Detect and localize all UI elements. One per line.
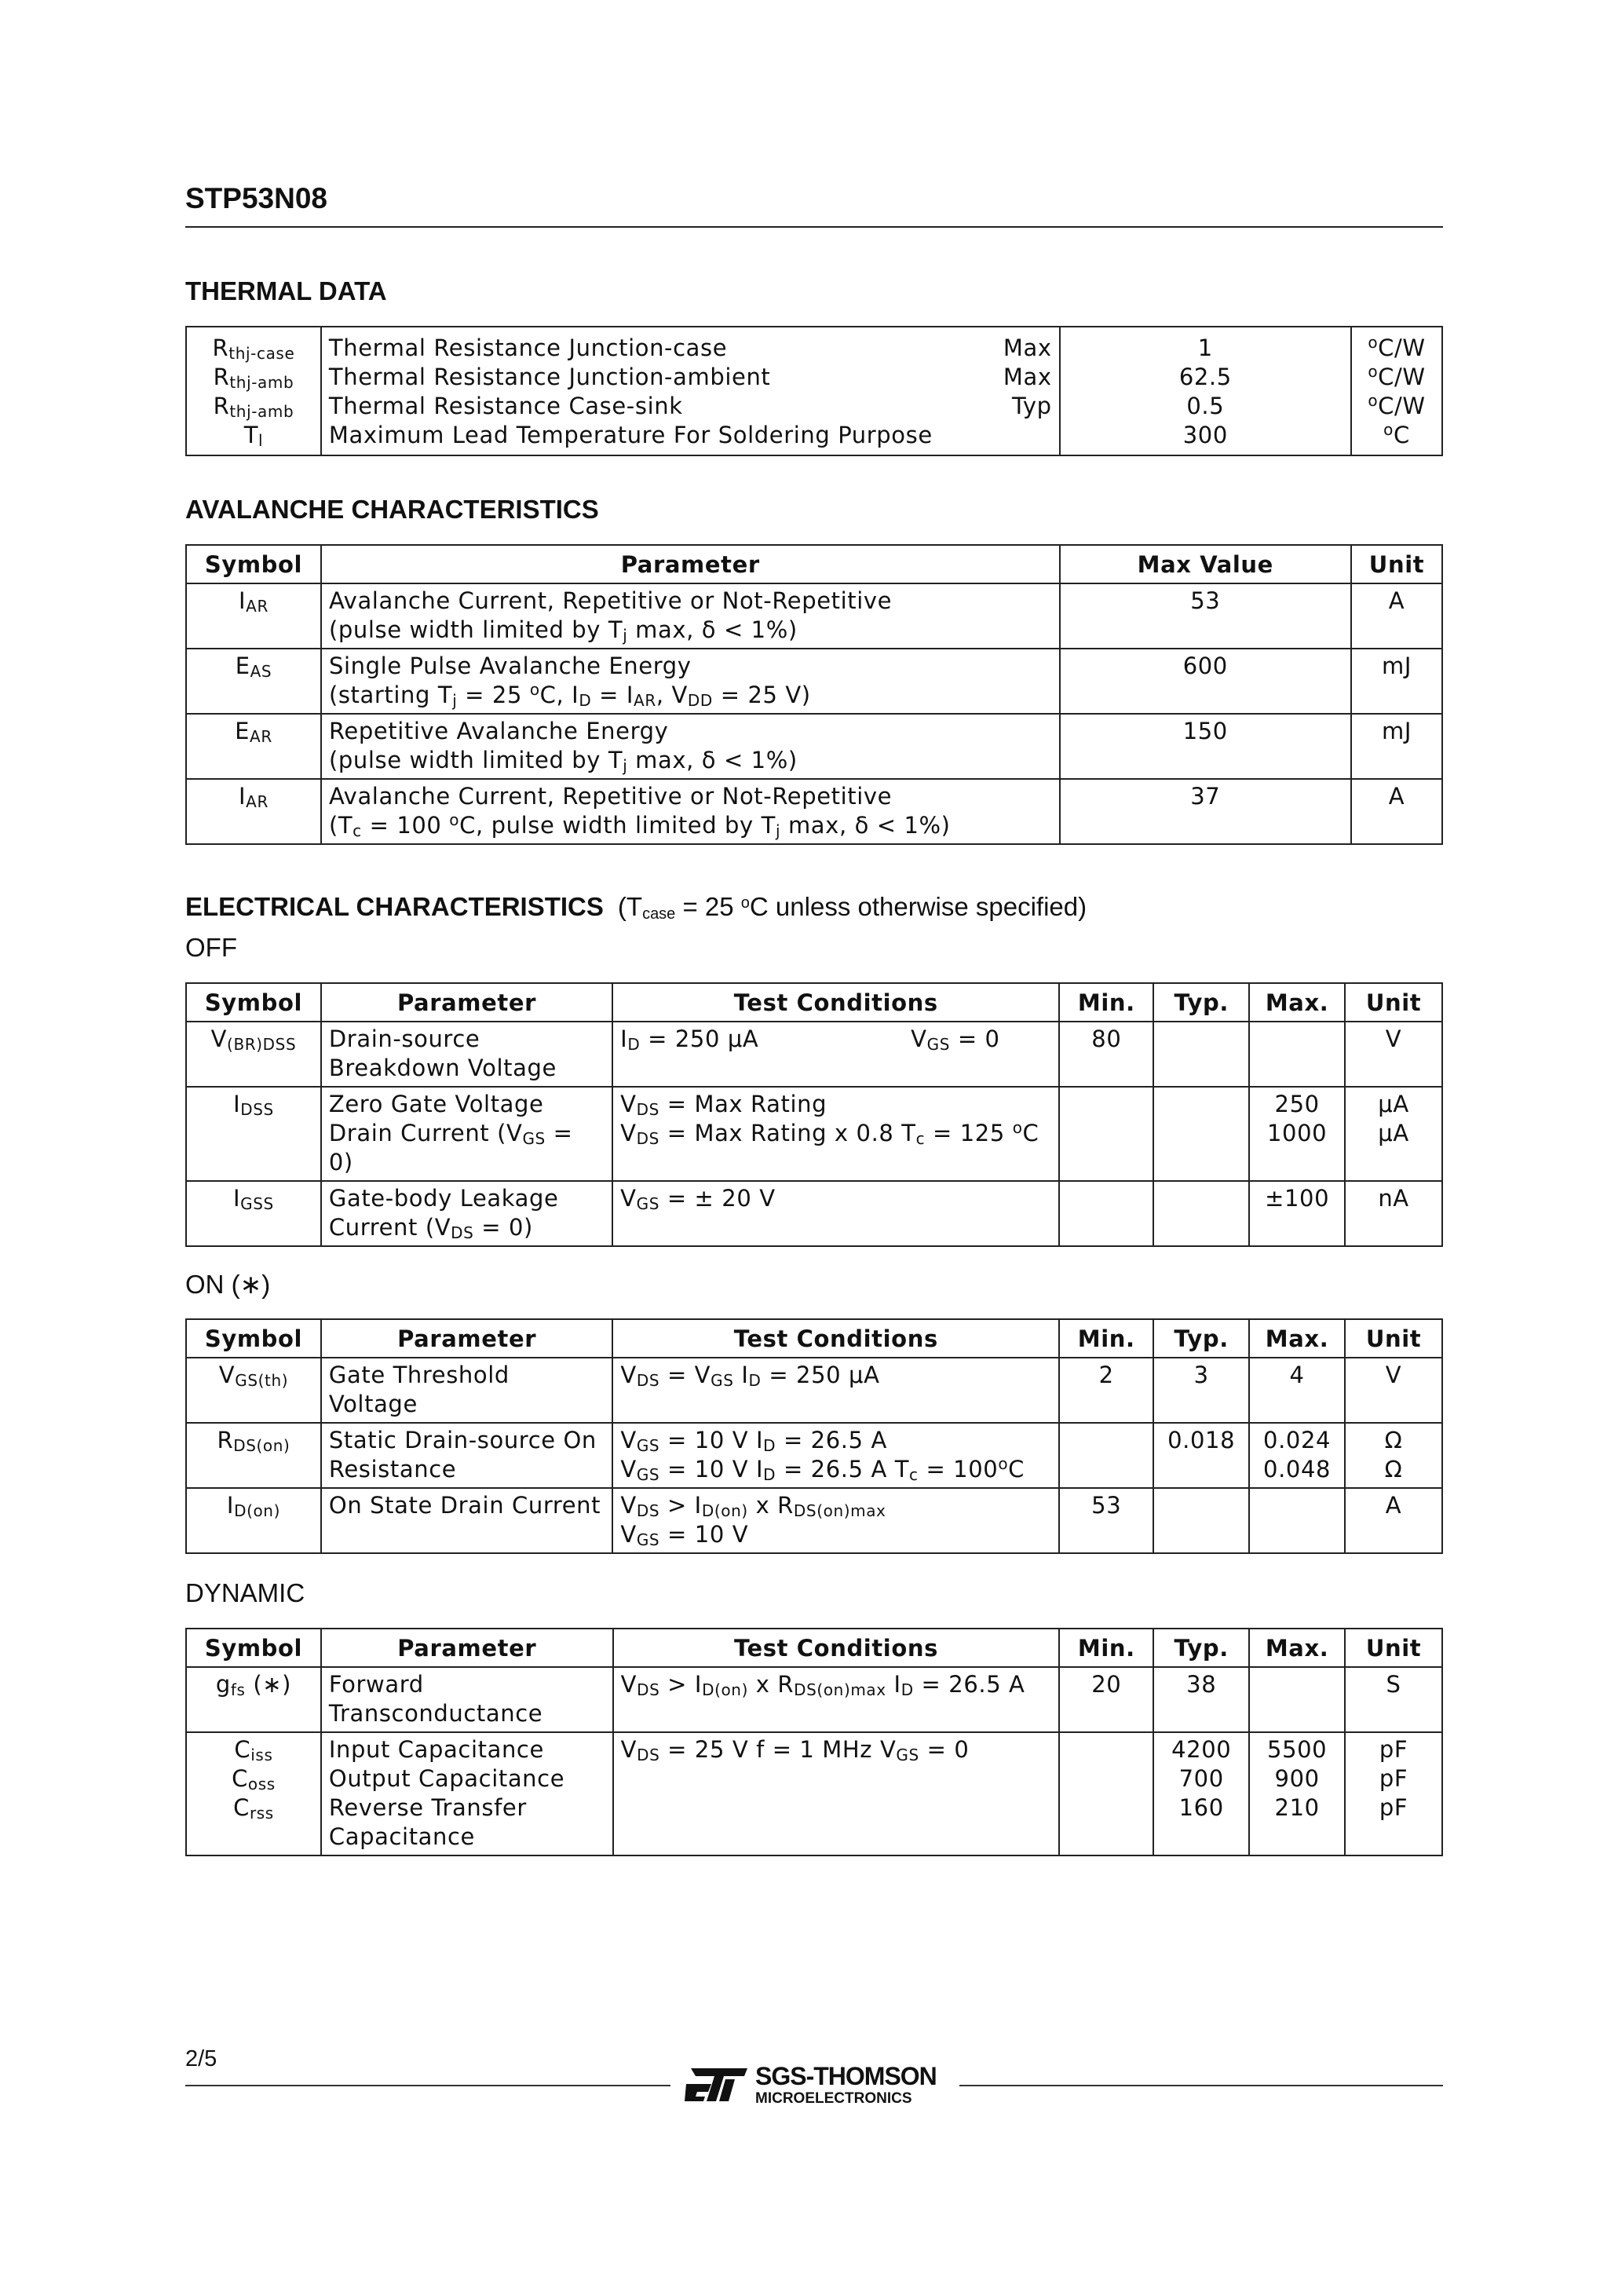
- parameter-line: Repetitive Avalanche Energy: [328, 718, 669, 744]
- condition-text: $V_{DS} = 25$ V f = 1 MHz $V_{GS} = 0$: [620, 1736, 970, 1764]
- qualifier-text: Max: [1003, 364, 1052, 390]
- col-test-conditions: Test Conditions: [613, 1629, 1060, 1667]
- unit-text: nA: [1378, 1185, 1409, 1212]
- max-value: 210: [1274, 1794, 1320, 1821]
- unit-text: pF: [1379, 1765, 1408, 1792]
- max-value: 250: [1274, 1091, 1320, 1117]
- off-unit: [1345, 1181, 1442, 1246]
- on-table: [185, 1318, 1443, 1554]
- value-text: 62.5: [1178, 364, 1232, 390]
- avalanche-parameter: [321, 649, 1060, 714]
- col-max: Max.: [1249, 1629, 1345, 1667]
- off-max: [1249, 1087, 1345, 1181]
- off-symbol: [186, 1087, 321, 1181]
- col-symbol: Symbol: [186, 1629, 321, 1667]
- parameter-line: Drain-source: [328, 1026, 480, 1052]
- brand-name: SGS-THOMSON: [755, 2062, 937, 2090]
- on-parameter: [321, 1358, 612, 1423]
- condition-text: $V_{DS}$ = Max Rating: [620, 1091, 827, 1119]
- unit-text: S: [1386, 1671, 1401, 1698]
- off-parameter: [321, 1087, 612, 1181]
- unit-text: $^o$C/W: [1368, 391, 1426, 419]
- on-row: [186, 1358, 1442, 1423]
- electrical-section-title: [185, 892, 1087, 922]
- symbol-text: $V_{GS(th)}$: [218, 1362, 289, 1390]
- unit-text: V: [1385, 1362, 1402, 1388]
- avalanche-symbol: [186, 649, 321, 714]
- col-parameter: Parameter: [321, 1629, 613, 1667]
- unit-text: $^o$C: [1383, 420, 1410, 448]
- col-typ: Typ.: [1153, 983, 1249, 1022]
- unit-text: A: [1385, 1492, 1402, 1519]
- col-parameter: Parameter: [321, 545, 1060, 583]
- symbol-text: $R_{DS(on)}$: [217, 1427, 290, 1455]
- col-parameter: Parameter: [321, 983, 612, 1022]
- col-symbol: Symbol: [186, 545, 321, 583]
- parameter-line: Current $(V_{DS} = 0)$: [328, 1214, 533, 1242]
- avalanche-row: [186, 779, 1442, 844]
- condition-text: $V_{GS} = 10$ V: [620, 1521, 749, 1549]
- avalanche-unit: [1351, 583, 1442, 649]
- thermal-symbol: [186, 392, 321, 421]
- off-max: [1249, 1022, 1345, 1087]
- avalanche-row: [186, 649, 1442, 714]
- parameter-text: Thermal Resistance Junction-case: [328, 335, 728, 361]
- avalanche-row: [186, 583, 1442, 649]
- typ-value: 700: [1178, 1765, 1224, 1792]
- header-rule: [185, 226, 1443, 228]
- dynamic-symbol: [186, 1732, 321, 1855]
- parameter-line: Single Pulse Avalanche Energy: [328, 653, 692, 679]
- st-logo-icon: [685, 2065, 749, 2104]
- on-typ: [1153, 1488, 1249, 1553]
- on-typ: [1153, 1358, 1249, 1423]
- col-unit: Unit: [1345, 1629, 1442, 1667]
- off-symbol: [186, 1022, 321, 1087]
- parameter-line: Avalanche Current, Repetitive or Not-Repetitive: [328, 587, 893, 614]
- unit-text: $^o$C/W: [1368, 333, 1426, 361]
- col-typ: Typ.: [1153, 1629, 1249, 1667]
- parameter-line: (pulse width limited by $T_j$ max, δ < 1%): [328, 747, 798, 775]
- off-typ: [1153, 1022, 1249, 1087]
- symbol-text: $T_l$: [243, 422, 264, 450]
- thermal-unit: [1351, 363, 1442, 392]
- on-row: [186, 1488, 1442, 1553]
- footer-rule-right: [959, 2085, 1443, 2086]
- on-row: [186, 1423, 1442, 1488]
- symbol-text: $C_{oss}$: [232, 1765, 276, 1793]
- parameter-text: Thermal Resistance Junction-ambient: [328, 364, 771, 390]
- off-conditions: [612, 1022, 1059, 1087]
- thermal-parameter: [321, 421, 980, 455]
- unit-text: pF: [1379, 1736, 1408, 1763]
- condition-text: $V_{DS} = V_{GS}$ $I_D = 250$ μA: [620, 1362, 880, 1390]
- off-max: [1249, 1181, 1345, 1246]
- avalanche-table: [185, 544, 1443, 845]
- parameter-line: Capacitance: [328, 1823, 475, 1850]
- on-symbol: [186, 1488, 321, 1553]
- parameter-line: Output Capacitance: [328, 1765, 565, 1792]
- thermal-unit: [1351, 392, 1442, 421]
- symbol-text: $V_{(BR)DSS}$: [210, 1026, 297, 1054]
- off-table: [185, 982, 1443, 1247]
- thermal-parameter: [321, 327, 980, 363]
- unit-text: μA: [1378, 1091, 1409, 1117]
- col-min: Min.: [1059, 1629, 1153, 1667]
- off-min: [1059, 1087, 1153, 1181]
- off-conditions: [612, 1181, 1059, 1246]
- max-value: 0.024: [1263, 1427, 1332, 1453]
- dynamic-row: [186, 1732, 1442, 1855]
- value-text: 53: [1190, 587, 1221, 614]
- thermal-row: [186, 421, 1442, 455]
- avalanche-row: [186, 714, 1442, 779]
- on-unit: [1345, 1488, 1442, 1553]
- avalanche-parameter: [321, 779, 1060, 844]
- dynamic-unit: [1345, 1667, 1442, 1732]
- off-symbol: [186, 1181, 321, 1246]
- dynamic-row: [186, 1667, 1442, 1732]
- thermal-qualifier: [980, 363, 1060, 392]
- max-value: 1000: [1267, 1120, 1328, 1146]
- parameter-line: Forward: [328, 1671, 424, 1698]
- avalanche-value: [1060, 649, 1352, 714]
- thermal-value: [1060, 392, 1351, 421]
- value-text: 600: [1182, 653, 1228, 679]
- unit-text: pF: [1379, 1794, 1408, 1821]
- max-value: 4: [1289, 1362, 1305, 1388]
- thermal-parameter: [321, 363, 980, 392]
- parameter-line: ($T_c = 100$ $^o$C, pulse width limited by $T_j$ max, δ < 1%): [328, 810, 951, 840]
- parameter-line: Drain Current $(V_{GS} = 0)$: [328, 1120, 573, 1175]
- condition-text: $V_{DS} > I_{D(on)}$ x $R_{DS(on)max}$ $I_D = 26.5$ A: [620, 1671, 1025, 1699]
- symbol-text: $C_{rss}$: [233, 1794, 274, 1823]
- parameter-line: (starting $T_j = 25$ $^o$C, $I_D = I_{AR}$, $V_{DD} = 25$ V): [328, 680, 811, 710]
- min-value: 80: [1091, 1026, 1122, 1052]
- symbol-text: $I_{DSS}$: [233, 1091, 274, 1119]
- thermal-unit: [1351, 327, 1442, 363]
- off-row: [186, 1022, 1442, 1087]
- col-parameter: Parameter: [321, 1319, 612, 1358]
- avalanche-unit: [1351, 714, 1442, 779]
- symbol-text: $R_{thj-amb}$: [213, 393, 294, 421]
- dynamic-conditions: [613, 1667, 1060, 1732]
- dynamic-table: [185, 1628, 1443, 1856]
- typ-value: 160: [1178, 1794, 1224, 1821]
- col-typ: Typ.: [1153, 1319, 1249, 1358]
- typ-value: 0.018: [1167, 1427, 1236, 1453]
- parameter-line: Gate Threshold Voltage: [328, 1362, 510, 1417]
- off-typ: [1153, 1087, 1249, 1181]
- thermal-row: [186, 392, 1442, 421]
- dynamic-typ: [1153, 1667, 1249, 1732]
- max-value: ±100: [1265, 1185, 1330, 1212]
- col-max-value: Max Value: [1060, 545, 1352, 583]
- parameter-line: (pulse width limited by $T_j$ max, δ < 1%): [328, 616, 798, 645]
- on-max: [1249, 1488, 1345, 1553]
- parameter-line: Reverse Transfer: [328, 1794, 527, 1821]
- col-max: Max.: [1249, 1319, 1345, 1358]
- condition-text: $V_{DS} > I_{D(on)}$ x $R_{DS(on)max}$: [620, 1492, 886, 1520]
- parameter-line: Avalanche Current, Repetitive or Not-Repetitive: [328, 783, 893, 810]
- thermal-qualifier: [980, 421, 1060, 455]
- thermal-unit: [1351, 421, 1442, 455]
- off-parameter: [321, 1181, 612, 1246]
- dynamic-parameter: [321, 1732, 613, 1855]
- on-min: [1059, 1488, 1153, 1553]
- thermal-qualifier: [980, 327, 1060, 363]
- dynamic-subtitle: DYNAMIC: [185, 1578, 305, 1607]
- condition-text: $V_{GS} = 0$: [911, 1026, 1000, 1054]
- condition-text: $V_{GS} = 10$ V $I_D = 26.5$ A: [620, 1427, 887, 1455]
- off-subtitle: OFF: [185, 933, 237, 962]
- unit-text: V: [1385, 1026, 1402, 1052]
- parameter-line: Static Drain-source On: [328, 1427, 597, 1453]
- off-row: [186, 1087, 1442, 1181]
- symbol-text: $E_{AR}$: [235, 718, 272, 746]
- on-symbol: [186, 1423, 321, 1488]
- unit-text: mJ: [1382, 653, 1412, 679]
- on-unit: [1345, 1358, 1442, 1423]
- col-min: Min.: [1059, 983, 1153, 1022]
- unit-text: A: [1388, 783, 1405, 810]
- thermal-section-title: THERMAL DATA: [185, 276, 387, 305]
- thermal-qualifier: [980, 392, 1060, 421]
- dynamic-max: [1249, 1732, 1345, 1855]
- electrical-title: ELECTRICAL CHARACTERISTICS: [185, 892, 604, 921]
- on-conditions: [612, 1423, 1059, 1488]
- col-unit: Unit: [1345, 1319, 1442, 1358]
- unit-text: A: [1388, 587, 1405, 614]
- parameter-line: Zero Gate Voltage: [328, 1091, 544, 1117]
- parameter-line: Gate-body Leakage: [328, 1185, 559, 1212]
- condition-text: $V_{GS} = 10$ V $I_D = 26.5$ A $T_c = 100^oC$: [620, 1454, 1025, 1484]
- min-value: 20: [1091, 1671, 1122, 1698]
- unit-text: Ω: [1384, 1427, 1403, 1453]
- condition-text: $V_{GS}$ = ± 20 V: [620, 1185, 776, 1213]
- dynamic-min: [1059, 1667, 1153, 1732]
- avalanche-value: [1060, 779, 1352, 844]
- off-min: [1059, 1022, 1153, 1087]
- parameter-line: Breakdown Voltage: [328, 1055, 557, 1081]
- avalanche-unit: [1351, 649, 1442, 714]
- value-text: 150: [1182, 718, 1228, 744]
- unit-text: $^o$C/W: [1368, 362, 1426, 390]
- avalanche-unit: [1351, 779, 1442, 844]
- parameter-line: On State Drain Current: [328, 1492, 601, 1519]
- symbol-text: $I_{GSS}$: [233, 1185, 274, 1213]
- max-value: 5500: [1267, 1736, 1328, 1763]
- on-min: [1059, 1358, 1153, 1423]
- typ-value: 38: [1186, 1671, 1217, 1698]
- value-text: 300: [1182, 422, 1228, 448]
- avalanche-parameter: [321, 583, 1060, 649]
- on-typ: [1153, 1423, 1249, 1488]
- off-parameter: [321, 1022, 612, 1087]
- on-conditions: [612, 1358, 1059, 1423]
- dynamic-unit: [1345, 1732, 1442, 1855]
- parameter-line: Resistance: [328, 1456, 457, 1483]
- thermal-parameter: [321, 392, 980, 421]
- thermal-table: [185, 326, 1443, 456]
- col-test-conditions: Test Conditions: [612, 983, 1059, 1022]
- avalanche-symbol: [186, 583, 321, 649]
- off-unit: [1345, 1022, 1442, 1087]
- value-text: 0.5: [1186, 393, 1225, 419]
- symbol-text: $C_{iss}$: [234, 1736, 273, 1764]
- avalanche-section-title: AVALANCHE CHARACTERISTICS: [185, 495, 599, 524]
- thermal-row: [186, 363, 1442, 392]
- dynamic-symbol: [186, 1667, 321, 1732]
- avalanche-symbol: [186, 714, 321, 779]
- dynamic-min: [1059, 1732, 1153, 1855]
- avalanche-value: [1060, 583, 1352, 649]
- thermal-value: [1060, 421, 1351, 455]
- dynamic-max: [1249, 1667, 1345, 1732]
- qualifier-text: Max: [1003, 335, 1052, 361]
- col-unit: Unit: [1351, 545, 1442, 583]
- max-value: 0.048: [1263, 1456, 1332, 1483]
- symbol-text: $I_{AR}$: [239, 587, 269, 616]
- col-max: Max.: [1249, 983, 1345, 1022]
- symbol-text: $R_{thj-amb}$: [213, 364, 294, 392]
- col-symbol: Symbol: [186, 1319, 321, 1358]
- symbol-text: $g_{fs}$ (∗): [215, 1671, 292, 1699]
- on-conditions: [612, 1488, 1059, 1553]
- off-unit: [1345, 1087, 1442, 1181]
- col-unit: Unit: [1345, 983, 1442, 1022]
- symbol-text: $I_{D(on)}$: [226, 1492, 280, 1520]
- footer-rule-left: [185, 2085, 670, 2086]
- thermal-symbol: [186, 327, 321, 363]
- col-test-conditions: Test Conditions: [612, 1319, 1059, 1358]
- thermal-value: [1060, 363, 1351, 392]
- unit-text: Ω: [1384, 1456, 1403, 1483]
- unit-text: μA: [1378, 1120, 1409, 1146]
- off-row: [186, 1181, 1442, 1246]
- on-max: [1249, 1358, 1345, 1423]
- on-parameter: [321, 1423, 612, 1488]
- avalanche-symbol: [186, 779, 321, 844]
- parameter-line: Input Capacitance: [328, 1736, 544, 1763]
- typ-value: 4200: [1171, 1736, 1232, 1763]
- parameter-line: Transconductance: [328, 1700, 543, 1727]
- col-min: Min.: [1059, 1319, 1153, 1358]
- thermal-symbol: [186, 421, 321, 455]
- max-value: 900: [1274, 1765, 1320, 1792]
- electrical-condition: ($T_{case} = 25$ $^o$C unless otherwise specified): [617, 892, 1087, 923]
- on-subtitle: ON (∗): [185, 1270, 271, 1299]
- on-parameter: [321, 1488, 612, 1553]
- on-max: [1249, 1423, 1345, 1488]
- col-symbol: Symbol: [186, 983, 321, 1022]
- min-value: 2: [1098, 1362, 1114, 1388]
- dynamic-typ: [1153, 1732, 1249, 1855]
- condition-text: $I_D = 250$ μA: [620, 1026, 759, 1054]
- off-min: [1059, 1181, 1153, 1246]
- symbol-text: $R_{thj-case}$: [212, 335, 295, 363]
- qualifier-text: Typ: [1012, 393, 1052, 419]
- symbol-text: $E_{AS}$: [235, 653, 272, 681]
- thermal-row: [186, 327, 1442, 363]
- dynamic-parameter: [321, 1667, 613, 1732]
- parameter-text: Thermal Resistance Case-sink: [328, 393, 683, 419]
- symbol-text: $I_{AR}$: [239, 783, 269, 811]
- condition-text: $V_{DS}$ = Max Rating x 0.8 $T_c = 125$ $^o$C: [620, 1118, 1039, 1148]
- off-conditions: [612, 1087, 1059, 1181]
- part-number: STP53N08: [185, 182, 327, 214]
- on-unit: [1345, 1423, 1442, 1488]
- unit-text: mJ: [1382, 718, 1412, 744]
- dynamic-conditions: [613, 1732, 1060, 1855]
- thermal-symbol: [186, 363, 321, 392]
- parameter-text: Maximum Lead Temperature For Soldering Purpose: [328, 422, 933, 448]
- value-text: 37: [1190, 783, 1221, 810]
- page-number: 2/5: [185, 2046, 217, 2071]
- typ-value: 3: [1193, 1362, 1209, 1388]
- avalanche-parameter: [321, 714, 1060, 779]
- thermal-value: [1060, 327, 1351, 363]
- value-text: 1: [1197, 335, 1213, 361]
- on-min: [1059, 1423, 1153, 1488]
- brand-subtitle: MICROELECTRONICS: [755, 2090, 912, 2107]
- min-value: 53: [1091, 1492, 1122, 1519]
- avalanche-value: [1060, 714, 1352, 779]
- off-typ: [1153, 1181, 1249, 1246]
- on-symbol: [186, 1358, 321, 1423]
